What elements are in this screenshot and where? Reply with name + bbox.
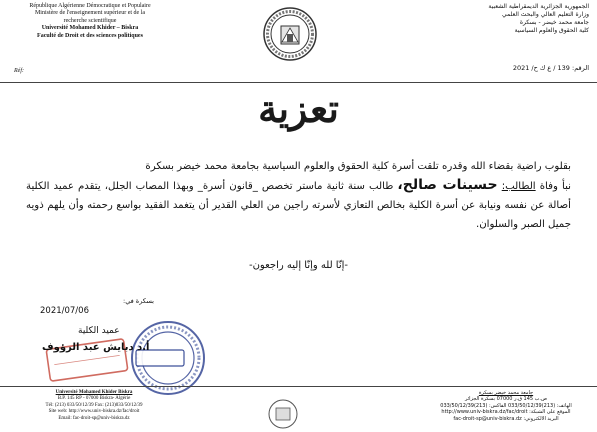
footer-fr-address: B.P. 145 RP - 07000 Biskra- Algérie [57,396,131,402]
document-title: تعزية [258,86,339,131]
footer-fr-website: Site web: http://www.univ-biskra.dz/fac/droit [48,409,140,415]
header-fr-line2: Ministère de l'enseignement supérieur et de la [34,10,146,17]
footer-ar-email: البريد الالكتروني: fac-droit-sp@univ-biskra.dz [453,415,559,422]
footer-ar-phone: الهاتف: (213)033/50/12/39 الفاكس: (213)033/50/12/39 [440,402,572,409]
body-death-notice: نبأ وفاة [539,181,571,192]
header-french [4,3,176,40]
header-divider [0,82,597,83]
header-ar-line2: وزارة التعليم العالي والبحث العلمي [502,11,589,18]
header-ar-university: جامعة محمد خيضر - بسكرة [519,19,589,26]
university-logo-icon [262,6,318,62]
footer-divider [0,386,597,387]
header-fr-line3: recherche scientifique [63,17,117,24]
reference-number-ar: الرقم: 139 / ع ك ح/ 2021 [512,64,589,72]
body-paragraph-1: بقلوب راضية بقضاء الله وقدره تلقت أسرة كلية الحقوق والعلوم السياسية بجامعة محمد خيضر بسكرة [145,161,571,172]
footer-ar-website: الموقع على الشبكة: http://www.univ-biskra.dz/fac/droit [441,409,571,416]
body-condolence-text: طالب سنة ثانية ماستر تخصص _قانون أسرة_ وبهذا المصاب الجلل، يتقدم عميد الكلية أصالة عن نفسه ونيابة عن أسرة الكلية بخالص التعازي لأسرته راجين من العلي القدير أن يتغمد الفقيد بواسع رحمته وأن يلهم ذويه جميل الصبر والسلوان. [26,181,571,230]
header-fr-faculty: Faculté de Droit et des sciences politiques [37,32,143,39]
body-paragraph-2 [26,176,571,234]
closing-phrase: -إنّا لله وإنّا إليه راجعون- [248,260,349,271]
header-ar-line1: الجمهورية الجزائرية الديمقراطية الشعبية [488,3,589,10]
student-name: حسينات صالح، [397,177,498,193]
signature-title: عميد الكلية [78,326,120,336]
rectangular-stamp-icon [42,330,132,390]
header-arabic [429,3,589,35]
signature-name: أ.د دبايش عبد الرؤوف [42,342,150,353]
header-fr-university: Université Mohamed Khider – Biskra [41,25,139,32]
reference-label-fr: Réf: [14,68,24,74]
place-label: بسكرة في: [123,297,154,305]
student-label: الطالب: [501,181,536,192]
footer-fr-university: Université Mohamed Khider Biskra [55,390,133,395]
footer-arabic [421,390,591,422]
document-date: 2021/07/06 [40,306,89,316]
footer-logo-icon [258,398,308,430]
header-fr-line1: République Algérienne Démocratique et Populaire [29,3,151,9]
footer-ar-university: جامعة محمد خيضر بسكرة [478,390,534,396]
condolence-body [26,157,571,234]
header-ar-faculty: كلية الحقوق والعلوم السياسية [514,27,589,34]
place-date [40,296,180,316]
footer-ar-address: ص.ب 145 ق.ر 07000 بسكرة الجزائر [464,396,548,403]
footer-fr-email: Email: fac-droit-sp@univ-biskra.dz [58,415,130,421]
footer-french [4,390,184,422]
footer-fr-phone: Tél: (213) 033/50/12/39 Fax: (213)033/50/12/39 [45,402,143,408]
